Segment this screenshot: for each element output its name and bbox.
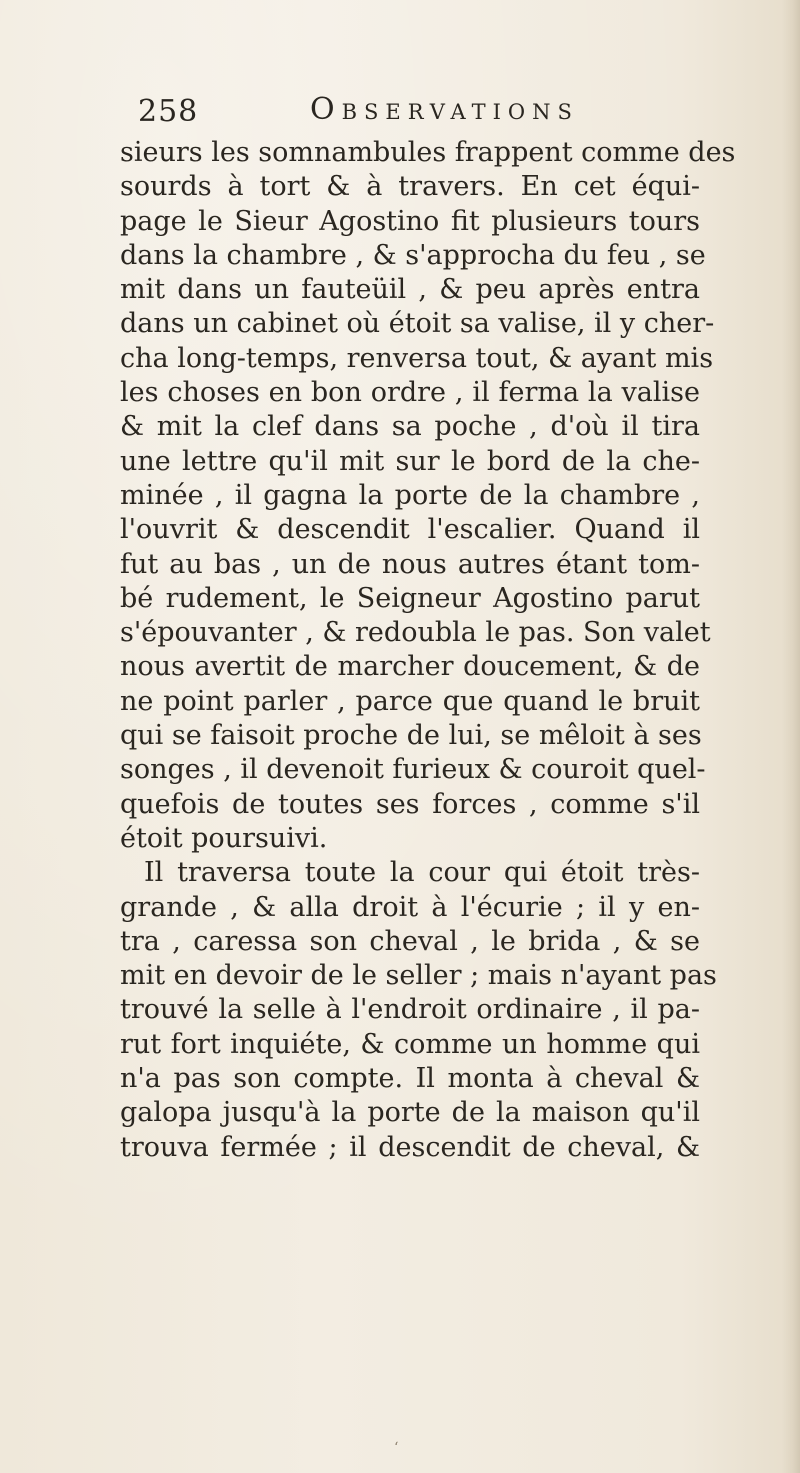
text-line: bé rudement, le Seigneur Agostino parut xyxy=(120,582,700,614)
paragraph-start-line: Il traversa toute la cour qui étoit très- xyxy=(144,857,700,889)
text-line: & mit la clef dans sa poche , d'où il tira xyxy=(120,411,700,443)
text-line: trouvé la selle à l'endroit ordinaire , il pa- xyxy=(120,994,700,1026)
text-line: mit en devoir de le seller ; mais n'ayant pas xyxy=(120,960,717,992)
text-line: sieurs les somnambules frappent comme des xyxy=(120,137,736,168)
text-line: mit dans un fauteüil , & peu après entra xyxy=(120,274,700,306)
page-number: 258 xyxy=(138,94,199,129)
text-line: grande , & alla droit à l'écurie ; il y en- xyxy=(120,891,700,923)
text-line: trouva fermée ; il descendit de cheval, & xyxy=(120,1131,700,1163)
text-line: quefois de toutes ses forces , comme s'il xyxy=(120,788,700,820)
text-line: sourds à tort & à travers. En cet équi- xyxy=(120,171,700,203)
text-line: une lettre qu'il mit sur le bord de la che- xyxy=(120,445,700,477)
text-line: cha long-temps, renversa tout, & ayant mis xyxy=(120,342,714,374)
text-line: dans la chambre , & s'approcha du feu , se xyxy=(120,239,706,271)
text-line: tra , caressa son cheval , le brida , & se xyxy=(120,925,700,957)
text-line: page le Sieur Agostino fit plusieurs tours xyxy=(120,205,700,237)
text-line: rut fort inquiéte, & comme un homme qui xyxy=(120,1028,700,1060)
text-line: n'a pas son compte. Il monta à cheval & xyxy=(120,1063,700,1095)
text-line: nous avertit de marcher doucement, & de xyxy=(120,651,700,683)
printer-mark: ‘ xyxy=(394,1440,399,1456)
body-text xyxy=(120,136,736,1165)
text-line: s'épouvanter , & redoubla le pas. Son valet xyxy=(120,617,711,649)
text-line: fut au bas , un de nous autres étant tom- xyxy=(120,548,700,580)
text-line: galopa jusqu'à la porte de la maison qu'il xyxy=(120,1097,700,1129)
page-edge-shadow xyxy=(782,0,800,1473)
paragraph-end-line: étoit poursuivi. xyxy=(120,822,328,854)
text-line: minée , il gagna la porte de la chambre , xyxy=(120,479,700,511)
text-line: songes , il devenoit furieux & couroit quel- xyxy=(120,754,706,786)
text-line: dans un cabinet où étoit sa valise, il y cher- xyxy=(120,308,715,340)
text-line: les choses en bon ordre , il ferma la valise xyxy=(120,377,700,409)
page-header xyxy=(138,90,698,134)
running-head: Observations xyxy=(310,92,579,127)
text-line: ne point parler , parce que quand le bruit xyxy=(120,685,700,717)
text-line: l'ouvrit & descendit l'escalier. Quand il xyxy=(120,514,700,546)
text-line: qui se faisoit proche de lui, se mêloit à ses xyxy=(120,720,702,752)
